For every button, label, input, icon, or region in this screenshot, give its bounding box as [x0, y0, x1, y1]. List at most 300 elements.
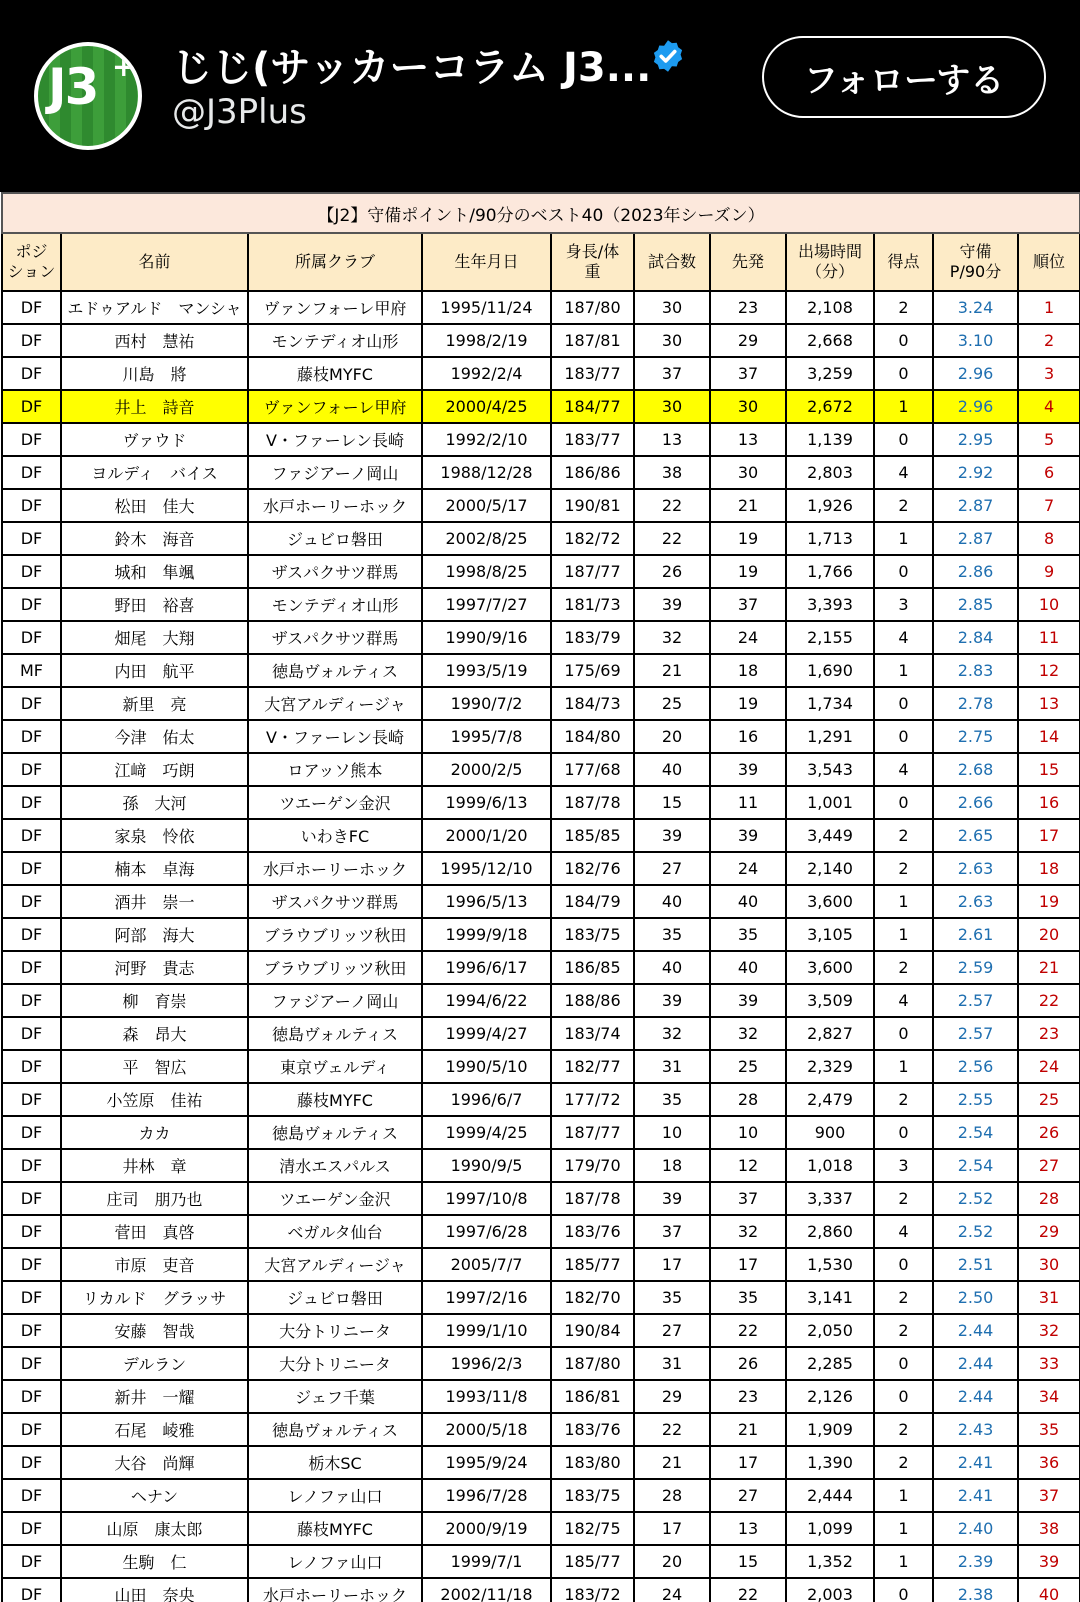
table-row	[2, 1050, 1080, 1083]
header-birthdate: 生年月日	[422, 233, 551, 291]
cell-name: 平 智広	[61, 1050, 248, 1083]
cell-name: 安藤 智哉	[61, 1314, 248, 1347]
cell-birthdate: 2000/1/20	[422, 819, 551, 852]
table-row	[2, 1182, 1080, 1215]
cell-height-weight: 184/73	[551, 687, 634, 720]
cell-height-weight: 181/73	[551, 588, 634, 621]
cell-starts: 23	[710, 291, 786, 324]
cell-height-weight: 182/76	[551, 852, 634, 885]
cell-name: エドゥアルド マンシャ	[61, 291, 248, 324]
display-name[interactable]: じじ(サッカーコラム J3...	[172, 45, 652, 91]
cell-birthdate: 1995/9/24	[422, 1446, 551, 1479]
cell-rank: 29	[1018, 1215, 1080, 1248]
header-rank: 順位	[1018, 233, 1080, 291]
table-row	[2, 951, 1080, 984]
cell-matches: 30	[634, 291, 710, 324]
cell-defense-points: 2.38	[933, 1578, 1018, 1602]
cell-club: 栃木SC	[248, 1446, 422, 1479]
cell-defense-points: 2.61	[933, 918, 1018, 951]
cell-matches: 32	[634, 1017, 710, 1050]
cell-defense-points: 2.59	[933, 951, 1018, 984]
cell-birthdate: 2000/2/5	[422, 753, 551, 786]
cell-position: DF	[2, 720, 61, 753]
cell-defense-points: 2.87	[933, 489, 1018, 522]
cell-birthdate: 1995/12/10	[422, 852, 551, 885]
cell-matches: 22	[634, 489, 710, 522]
cell-defense-points: 2.41	[933, 1479, 1018, 1512]
cell-birthdate: 1996/6/17	[422, 951, 551, 984]
cell-matches: 28	[634, 1479, 710, 1512]
table-row	[2, 489, 1080, 522]
cell-height-weight: 185/85	[551, 819, 634, 852]
cell-height-weight: 187/78	[551, 786, 634, 819]
cell-club: ヴァンフォーレ甲府	[248, 291, 422, 324]
cell-minutes: 3,543	[786, 753, 874, 786]
table-row	[2, 1248, 1080, 1281]
table-row	[2, 555, 1080, 588]
cell-height-weight: 183/76	[551, 1215, 634, 1248]
cell-defense-points: 2.85	[933, 588, 1018, 621]
cell-defense-points: 2.87	[933, 522, 1018, 555]
header-minutes: 出場時間 （分）	[786, 233, 874, 291]
cell-height-weight: 182/77	[551, 1050, 634, 1083]
cell-position: DF	[2, 621, 61, 654]
cell-birthdate: 1997/10/8	[422, 1182, 551, 1215]
cell-minutes: 1,352	[786, 1545, 874, 1578]
cell-name: カカ	[61, 1116, 248, 1149]
table-row	[2, 654, 1080, 687]
cell-minutes: 2,668	[786, 324, 874, 357]
cell-height-weight: 179/70	[551, 1149, 634, 1182]
cell-rank: 18	[1018, 852, 1080, 885]
cell-height-weight: 187/80	[551, 1347, 634, 1380]
cell-club: ベガルタ仙台	[248, 1215, 422, 1248]
cell-birthdate: 1998/2/19	[422, 324, 551, 357]
cell-goals: 0	[874, 1347, 933, 1380]
cell-goals: 1	[874, 885, 933, 918]
profile-handle[interactable]: @J3Plus	[172, 92, 307, 132]
cell-defense-points: 2.41	[933, 1446, 1018, 1479]
cell-name: 新井 一耀	[61, 1380, 248, 1413]
cell-matches: 39	[634, 588, 710, 621]
cell-height-weight: 184/80	[551, 720, 634, 753]
cell-minutes: 3,600	[786, 951, 874, 984]
cell-club: ファジアーノ岡山	[248, 456, 422, 489]
cell-minutes: 900	[786, 1116, 874, 1149]
cell-birthdate: 2000/5/17	[422, 489, 551, 522]
cell-minutes: 3,600	[786, 885, 874, 918]
table-row	[2, 324, 1080, 357]
cell-defense-points: 3.24	[933, 291, 1018, 324]
cell-name: 江﨑 巧朗	[61, 753, 248, 786]
cell-goals: 4	[874, 984, 933, 1017]
cell-name: 市原 吏音	[61, 1248, 248, 1281]
cell-goals: 0	[874, 555, 933, 588]
cell-defense-points: 2.44	[933, 1314, 1018, 1347]
cell-starts: 11	[710, 786, 786, 819]
cell-matches: 21	[634, 654, 710, 687]
cell-name: ヴァウド	[61, 423, 248, 456]
cell-name: 孫 大河	[61, 786, 248, 819]
cell-club: 徳島ヴォルティス	[248, 1017, 422, 1050]
cell-defense-points: 2.83	[933, 654, 1018, 687]
cell-rank: 14	[1018, 720, 1080, 753]
cell-name: 井林 章	[61, 1149, 248, 1182]
cell-starts: 30	[710, 390, 786, 423]
cell-goals: 0	[874, 786, 933, 819]
cell-position: DF	[2, 1446, 61, 1479]
cell-matches: 17	[634, 1512, 710, 1545]
cell-goals: 1	[874, 1479, 933, 1512]
cell-club: モンテディオ山形	[248, 324, 422, 357]
cell-birthdate: 1993/5/19	[422, 654, 551, 687]
cell-name: 井上 詩音	[61, 390, 248, 423]
cell-club: ジュビロ磐田	[248, 522, 422, 555]
cell-defense-points: 2.78	[933, 687, 1018, 720]
cell-goals: 4	[874, 753, 933, 786]
cell-goals: 2	[874, 1083, 933, 1116]
cell-goals: 1	[874, 390, 933, 423]
cell-position: DF	[2, 588, 61, 621]
table-row	[2, 1149, 1080, 1182]
cell-rank: 12	[1018, 654, 1080, 687]
cell-club: 藤枝MYFC	[248, 1083, 422, 1116]
cell-goals: 0	[874, 1017, 933, 1050]
table-row	[2, 291, 1080, 324]
cell-matches: 27	[634, 1314, 710, 1347]
defense-ranking-image	[0, 192, 1080, 1602]
cell-rank: 39	[1018, 1545, 1080, 1578]
cell-matches: 35	[634, 1281, 710, 1314]
table-row	[2, 522, 1080, 555]
cell-starts: 39	[710, 753, 786, 786]
table-row	[2, 1413, 1080, 1446]
cell-birthdate: 1990/5/10	[422, 1050, 551, 1083]
cell-rank: 3	[1018, 357, 1080, 390]
cell-rank: 16	[1018, 786, 1080, 819]
cell-height-weight: 186/85	[551, 951, 634, 984]
table-row	[2, 1083, 1080, 1116]
cell-position: DF	[2, 852, 61, 885]
cell-minutes: 3,509	[786, 984, 874, 1017]
cell-position: DF	[2, 885, 61, 918]
cell-birthdate: 2000/4/25	[422, 390, 551, 423]
cell-name: 新里 亮	[61, 687, 248, 720]
cell-goals: 1	[874, 654, 933, 687]
cell-defense-points: 2.96	[933, 390, 1018, 423]
cell-club: 大宮アルディージャ	[248, 687, 422, 720]
cell-name: 森 昂大	[61, 1017, 248, 1050]
defense-ranking-table	[1, 192, 1080, 1602]
cell-matches: 31	[634, 1347, 710, 1380]
cell-minutes: 2,672	[786, 390, 874, 423]
cell-height-weight: 187/78	[551, 1182, 634, 1215]
cell-position: DF	[2, 1545, 61, 1578]
cell-starts: 24	[710, 621, 786, 654]
cell-starts: 40	[710, 885, 786, 918]
cell-defense-points: 2.54	[933, 1116, 1018, 1149]
cell-matches: 29	[634, 1380, 710, 1413]
cell-rank: 26	[1018, 1116, 1080, 1149]
cell-club: ロアッソ熊本	[248, 753, 422, 786]
cell-starts: 37	[710, 1182, 786, 1215]
cell-goals: 0	[874, 1380, 933, 1413]
cell-birthdate: 2000/5/18	[422, 1413, 551, 1446]
header-club: 所属クラブ	[248, 233, 422, 291]
cell-minutes: 1,926	[786, 489, 874, 522]
cell-club: ブラウブリッツ秋田	[248, 951, 422, 984]
cell-name: 阿部 海大	[61, 918, 248, 951]
cell-height-weight: 185/77	[551, 1248, 634, 1281]
table-row	[2, 1512, 1080, 1545]
cell-minutes: 1,766	[786, 555, 874, 588]
cell-position: DF	[2, 522, 61, 555]
cell-goals: 2	[874, 1182, 933, 1215]
cell-minutes: 2,108	[786, 291, 874, 324]
table-row	[2, 1017, 1080, 1050]
cell-defense-points: 2.56	[933, 1050, 1018, 1083]
cell-starts: 12	[710, 1149, 786, 1182]
cell-defense-points: 2.44	[933, 1347, 1018, 1380]
cell-position: DF	[2, 1380, 61, 1413]
cell-position: DF	[2, 1479, 61, 1512]
table-row	[2, 885, 1080, 918]
cell-birthdate: 2005/7/7	[422, 1248, 551, 1281]
cell-starts: 21	[710, 1413, 786, 1446]
cell-defense-points: 2.96	[933, 357, 1018, 390]
cell-minutes: 1,139	[786, 423, 874, 456]
cell-name: ヘナン	[61, 1479, 248, 1512]
cell-defense-points: 2.52	[933, 1215, 1018, 1248]
cell-minutes: 2,803	[786, 456, 874, 489]
cell-minutes: 2,827	[786, 1017, 874, 1050]
cell-position: DF	[2, 1182, 61, 1215]
profile-avatar[interactable]	[34, 42, 142, 150]
cell-starts: 24	[710, 852, 786, 885]
cell-rank: 4	[1018, 390, 1080, 423]
cell-minutes: 2,140	[786, 852, 874, 885]
table-row	[2, 621, 1080, 654]
cell-goals: 2	[874, 1446, 933, 1479]
cell-birthdate: 1990/9/5	[422, 1149, 551, 1182]
cell-height-weight: 182/75	[551, 1512, 634, 1545]
header-height-weight: 身長/体 重	[551, 233, 634, 291]
cell-minutes: 1,291	[786, 720, 874, 753]
table-row	[2, 1347, 1080, 1380]
cell-birthdate: 1996/5/13	[422, 885, 551, 918]
cell-goals: 2	[874, 1413, 933, 1446]
cell-height-weight: 190/81	[551, 489, 634, 522]
cell-defense-points: 2.51	[933, 1248, 1018, 1281]
cell-starts: 32	[710, 1017, 786, 1050]
cell-club: V・ファーレン長崎	[248, 720, 422, 753]
cell-club: 藤枝MYFC	[248, 357, 422, 390]
cell-birthdate: 2002/11/18	[422, 1578, 551, 1602]
cell-rank: 33	[1018, 1347, 1080, 1380]
cell-rank: 15	[1018, 753, 1080, 786]
cell-matches: 10	[634, 1116, 710, 1149]
table-row	[2, 984, 1080, 1017]
cell-starts: 39	[710, 984, 786, 1017]
cell-height-weight: 183/74	[551, 1017, 634, 1050]
cell-name: 家泉 怜依	[61, 819, 248, 852]
cell-rank: 20	[1018, 918, 1080, 951]
cell-rank: 22	[1018, 984, 1080, 1017]
cell-height-weight: 183/75	[551, 1479, 634, 1512]
cell-birthdate: 1999/6/13	[422, 786, 551, 819]
cell-defense-points: 2.63	[933, 885, 1018, 918]
cell-defense-points: 2.50	[933, 1281, 1018, 1314]
cell-minutes: 2,155	[786, 621, 874, 654]
cell-birthdate: 1988/12/28	[422, 456, 551, 489]
cell-minutes: 1,390	[786, 1446, 874, 1479]
cell-matches: 37	[634, 357, 710, 390]
table-title: 【J2】守備ポイント/90分のベスト40（2023年シーズン）	[2, 193, 1080, 233]
cell-goals: 1	[874, 1545, 933, 1578]
cell-birthdate: 1999/7/1	[422, 1545, 551, 1578]
cell-starts: 22	[710, 1578, 786, 1602]
cell-position: DF	[2, 489, 61, 522]
cell-position: DF	[2, 687, 61, 720]
cell-position: DF	[2, 357, 61, 390]
cell-starts: 19	[710, 687, 786, 720]
cell-position: DF	[2, 753, 61, 786]
cell-starts: 16	[710, 720, 786, 753]
header-matches: 試合数	[634, 233, 710, 291]
follow-button[interactable]: フォローする	[762, 36, 1046, 118]
cell-starts: 26	[710, 1347, 786, 1380]
cell-matches: 30	[634, 390, 710, 423]
cell-goals: 2	[874, 291, 933, 324]
cell-height-weight: 186/81	[551, 1380, 634, 1413]
cell-matches: 26	[634, 555, 710, 588]
cell-height-weight: 184/77	[551, 390, 634, 423]
table-row	[2, 1215, 1080, 1248]
cell-birthdate: 1992/2/4	[422, 357, 551, 390]
cell-minutes: 3,105	[786, 918, 874, 951]
cell-birthdate: 1995/7/8	[422, 720, 551, 753]
table-row	[2, 753, 1080, 786]
cell-name: 畑尾 大翔	[61, 621, 248, 654]
cell-club: ジェフ千葉	[248, 1380, 422, 1413]
cell-birthdate: 1997/6/28	[422, 1215, 551, 1248]
cell-starts: 10	[710, 1116, 786, 1149]
cell-matches: 22	[634, 1413, 710, 1446]
cell-name: 河野 貴志	[61, 951, 248, 984]
cell-position: DF	[2, 1215, 61, 1248]
cell-club: ツエーゲン金沢	[248, 1182, 422, 1215]
cell-club: 大分トリニータ	[248, 1347, 422, 1380]
cell-starts: 25	[710, 1050, 786, 1083]
cell-height-weight: 185/77	[551, 1545, 634, 1578]
table-row	[2, 1314, 1080, 1347]
cell-starts: 19	[710, 555, 786, 588]
cell-name: 城和 隼颯	[61, 555, 248, 588]
cell-position: DF	[2, 951, 61, 984]
cell-starts: 32	[710, 1215, 786, 1248]
cell-club: ヴァンフォーレ甲府	[248, 390, 422, 423]
cell-starts: 37	[710, 357, 786, 390]
cell-rank: 25	[1018, 1083, 1080, 1116]
cell-defense-points: 2.63	[933, 852, 1018, 885]
cell-rank: 9	[1018, 555, 1080, 588]
cell-height-weight: 183/72	[551, 1578, 634, 1602]
cell-minutes: 2,285	[786, 1347, 874, 1380]
cell-goals: 0	[874, 687, 933, 720]
table-row	[2, 918, 1080, 951]
cell-position: MF	[2, 654, 61, 687]
cell-club: 水戸ホーリーホック	[248, 852, 422, 885]
cell-minutes: 3,393	[786, 588, 874, 621]
cell-rank: 13	[1018, 687, 1080, 720]
cell-defense-points: 3.10	[933, 324, 1018, 357]
cell-starts: 13	[710, 1512, 786, 1545]
cell-matches: 37	[634, 1215, 710, 1248]
cell-club: 徳島ヴォルティス	[248, 1413, 422, 1446]
cell-rank: 34	[1018, 1380, 1080, 1413]
table-row	[2, 1578, 1080, 1602]
cell-position: DF	[2, 819, 61, 852]
table-row	[2, 720, 1080, 753]
cell-minutes: 1,713	[786, 522, 874, 555]
cell-height-weight: 182/72	[551, 522, 634, 555]
profile-header	[0, 0, 1080, 192]
cell-birthdate: 1998/8/25	[422, 555, 551, 588]
cell-name: 今津 佑太	[61, 720, 248, 753]
cell-goals: 0	[874, 1578, 933, 1602]
cell-defense-points: 2.54	[933, 1149, 1018, 1182]
cell-goals: 2	[874, 1281, 933, 1314]
cell-defense-points: 2.52	[933, 1182, 1018, 1215]
cell-matches: 21	[634, 1446, 710, 1479]
cell-minutes: 1,099	[786, 1512, 874, 1545]
cell-minutes: 1,909	[786, 1413, 874, 1446]
cell-matches: 13	[634, 423, 710, 456]
cell-birthdate: 1999/4/27	[422, 1017, 551, 1050]
cell-goals: 3	[874, 588, 933, 621]
cell-goals: 0	[874, 720, 933, 753]
cell-matches: 20	[634, 720, 710, 753]
cell-goals: 1	[874, 1512, 933, 1545]
cell-name: 楠本 卓海	[61, 852, 248, 885]
cell-height-weight: 183/77	[551, 423, 634, 456]
cell-club: 水戸ホーリーホック	[248, 1578, 422, 1602]
cell-position: DF	[2, 918, 61, 951]
cell-name: 松田 佳大	[61, 489, 248, 522]
cell-height-weight: 183/77	[551, 357, 634, 390]
cell-rank: 6	[1018, 456, 1080, 489]
table-row	[2, 852, 1080, 885]
cell-matches: 18	[634, 1149, 710, 1182]
cell-goals: 2	[874, 819, 933, 852]
cell-goals: 4	[874, 1215, 933, 1248]
cell-position: DF	[2, 1347, 61, 1380]
table-body	[2, 291, 1080, 1602]
cell-goals: 1	[874, 522, 933, 555]
cell-matches: 15	[634, 786, 710, 819]
cell-rank: 37	[1018, 1479, 1080, 1512]
cell-name: 野田 裕喜	[61, 588, 248, 621]
cell-defense-points: 2.57	[933, 984, 1018, 1017]
header-position: ポジ ション	[2, 233, 61, 291]
cell-position: DF	[2, 291, 61, 324]
cell-starts: 22	[710, 1314, 786, 1347]
cell-rank: 30	[1018, 1248, 1080, 1281]
cell-goals: 3	[874, 1149, 933, 1182]
cell-rank: 7	[1018, 489, 1080, 522]
cell-goals: 1	[874, 918, 933, 951]
cell-defense-points: 2.75	[933, 720, 1018, 753]
